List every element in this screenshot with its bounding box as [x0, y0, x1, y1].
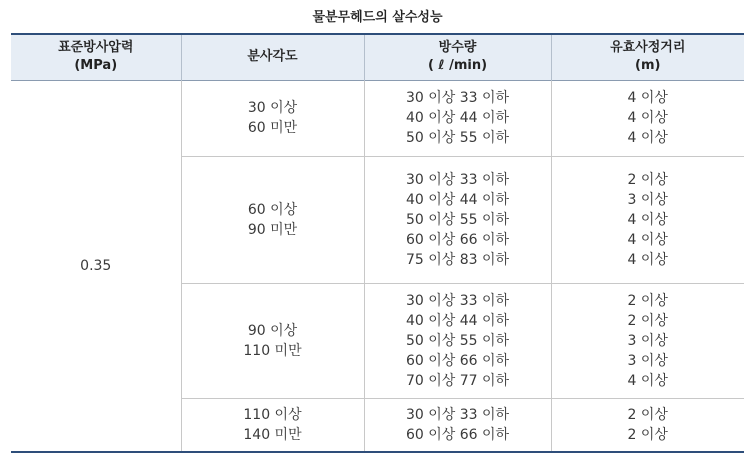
flow-cell: [364, 156, 551, 283]
distance-cell-line: 4 이상: [627, 372, 668, 389]
distance-cell: [551, 80, 744, 156]
angle-cell: [181, 156, 364, 283]
flow-cell-line: 50 이상 55 이하: [405, 211, 510, 228]
flow-cell-line: 40 이상 44 이하: [405, 191, 510, 208]
distance-cell-line: 4 이상: [627, 231, 668, 248]
header-flow: 방수량 ( ℓ /min): [364, 34, 551, 80]
flow-cell-line: 50 이상 55 이하: [405, 332, 510, 349]
distance-cell-line: 2 이상: [627, 406, 668, 423]
distance-cell: [551, 398, 744, 452]
flow-cell-line: 50 이상 55 이하: [405, 130, 510, 146]
flow-cell-line: 60 이상 66 이하: [405, 231, 510, 248]
spray-performance-table: [11, 33, 744, 453]
flow-cell-line: 75 이상 83 이하: [405, 251, 510, 268]
distance-cell: [551, 283, 744, 398]
angle-cell-line: 110 미만: [243, 342, 302, 359]
distance-cell-line: 4 이상: [627, 130, 668, 146]
header-row: [11, 34, 744, 80]
flow-cell: [364, 398, 551, 452]
flow-cell-line: 70 이상 77 이하: [405, 372, 510, 389]
flow-cell-line: 40 이상 44 이하: [405, 110, 510, 126]
distance-cell-line: 4 이상: [627, 110, 668, 126]
flow-cell-line: 30 이상 33 이하: [405, 90, 510, 106]
angle-cell-line: 110 이상: [243, 406, 302, 423]
distance-cell: [551, 156, 744, 283]
flow-cell-line: 60 이상 66 이하: [405, 352, 510, 369]
flow-cell-line: 30 이상 33 이하: [405, 406, 510, 423]
flow-cell-line: 40 이상 44 이하: [405, 312, 510, 329]
flow-cell-line: 30 이상 33 이하: [405, 171, 510, 188]
distance-cell-line: 4 이상: [627, 211, 668, 228]
flow-cell: [364, 80, 551, 156]
header-angle: 분사각도: [181, 34, 364, 80]
angle-cell-line: 90 이상: [247, 322, 298, 339]
angle-cell: [181, 80, 364, 156]
table-title: 물분무헤드의 살수성능: [312, 10, 443, 25]
distance-cell-line: 2 이상: [627, 292, 668, 309]
angle-cell-line: 140 미만: [243, 426, 302, 443]
distance-cell-line: 4 이상: [627, 251, 668, 268]
distance-cell-line: 2 이상: [627, 171, 668, 188]
distance-cell-line: 3 이상: [627, 191, 668, 208]
angle-cell-line: 60 이상: [247, 201, 298, 218]
flow-cell-line: 30 이상 33 이하: [405, 292, 510, 309]
table-row: [11, 80, 744, 156]
header-pressure: 표준방사압력 (MPa): [58, 40, 134, 74]
angle-cell: [181, 283, 364, 398]
flow-cell: [364, 283, 551, 398]
angle-cell: [181, 398, 364, 452]
angle-cell-line: 30 이상: [247, 100, 298, 116]
angle-cell-line: 60 미만: [247, 120, 298, 136]
distance-cell-line: 2 이상: [627, 426, 668, 443]
distance-cell-line: 2 이상: [627, 312, 668, 329]
angle-cell-line: 90 미만: [247, 221, 298, 238]
distance-cell-line: 4 이상: [627, 90, 668, 106]
header-distance: 유효사정거리 (m): [551, 34, 744, 80]
distance-cell-line: 3 이상: [627, 352, 668, 369]
distance-cell-line: 3 이상: [627, 332, 668, 349]
flow-cell-line: 60 이상 66 이하: [405, 426, 510, 443]
pressure-cell: 0.35: [80, 257, 112, 274]
